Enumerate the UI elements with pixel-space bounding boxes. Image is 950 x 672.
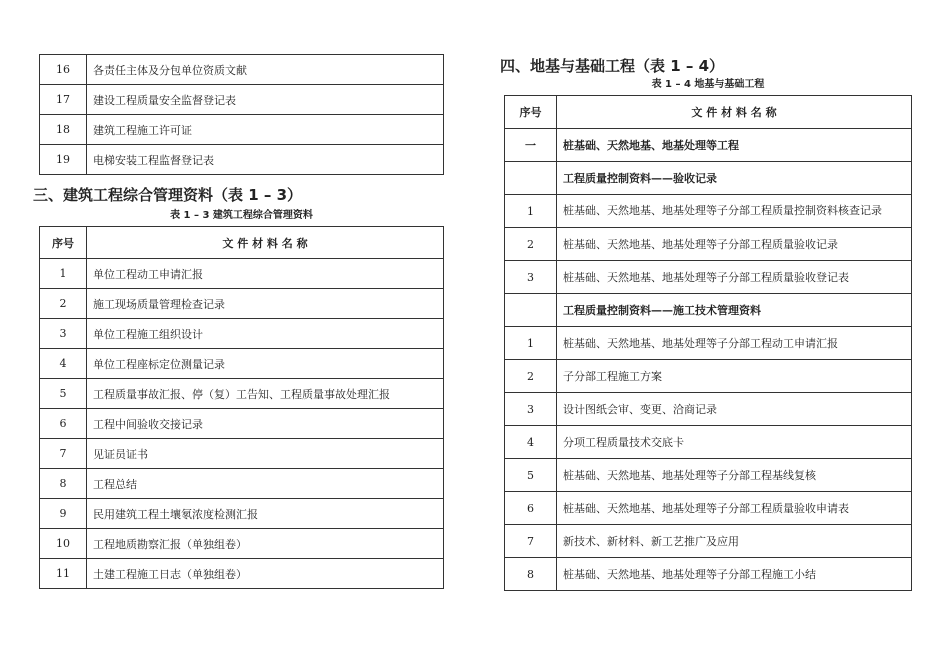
- row-name: 桩基础、天然地基、地基处理等子分部工程质量验收记录: [557, 228, 912, 261]
- table-row: [40, 55, 444, 85]
- row-number: 8: [505, 558, 557, 591]
- table-row: [505, 492, 912, 525]
- row-number: 9: [40, 499, 87, 529]
- table-row: [505, 261, 912, 294]
- table-row: [40, 349, 444, 379]
- row-number: 18: [40, 115, 87, 145]
- row-number: 7: [505, 525, 557, 558]
- row-number: 8: [40, 469, 87, 499]
- subsection-title: 工程质量控制资料——施工技术管理资料: [557, 294, 912, 327]
- row-number: 3: [505, 393, 557, 426]
- group-name: 桩基础、天然地基、地基处理等工程: [557, 129, 912, 162]
- row-name: 工程地质勘察汇报（单独组卷）: [87, 529, 444, 559]
- row-name: 建筑工程施工许可证: [87, 115, 444, 145]
- table-row: [505, 459, 912, 492]
- row-name: 建设工程质量安全监督登记表: [87, 85, 444, 115]
- row-number: 5: [505, 459, 557, 492]
- table-row: [40, 439, 444, 469]
- row-name: 桩基础、天然地基、地基处理等子分部工程质量验收登记表: [557, 261, 912, 294]
- table-row: [40, 319, 444, 349]
- table-row: [505, 195, 912, 228]
- table-row: [40, 559, 444, 589]
- row-name: 分项工程质量技术交底卡: [557, 426, 912, 459]
- row-name: 各责任主体及分包单位资质文献: [87, 55, 444, 85]
- table-row: [505, 360, 912, 393]
- row-name: 桩基础、天然地基、地基处理等子分部工程质量验收申请表: [557, 492, 912, 525]
- subsection-number-empty: [505, 294, 557, 327]
- row-number: 6: [505, 492, 557, 525]
- row-name: 工程中间验收交接记录: [87, 409, 444, 439]
- group-row: [505, 129, 912, 162]
- row-number: 2: [505, 228, 557, 261]
- row-number: 4: [505, 426, 557, 459]
- row-number: 16: [40, 55, 87, 85]
- row-number: 7: [40, 439, 87, 469]
- table-row: [40, 529, 444, 559]
- table-row: [40, 379, 444, 409]
- subsection-number-empty: [505, 162, 557, 195]
- table-row: [40, 85, 444, 115]
- row-name: 单位工程施工组织设计: [87, 319, 444, 349]
- table-row: [40, 115, 444, 145]
- row-number: 2: [505, 360, 557, 393]
- row-name: 桩基础、天然地基、地基处理等子分部工程质量控制资料核查记录: [557, 195, 912, 228]
- row-name: 施工现场质量管理检查记录: [87, 289, 444, 319]
- row-number: 10: [40, 529, 87, 559]
- row-name: 桩基础、天然地基、地基处理等子分部工程基线复核: [557, 459, 912, 492]
- table-row: [40, 409, 444, 439]
- row-name: 桩基础、天然地基、地基处理等子分部工程动工申请汇报: [557, 327, 912, 360]
- table-row: [40, 469, 444, 499]
- row-number: 3: [505, 261, 557, 294]
- row-name: 民用建筑工程土壤氡浓度检测汇报: [87, 499, 444, 529]
- row-number: 6: [40, 409, 87, 439]
- table-caption-1-3: 表 1 – 3 建筑工程综合管理资料: [170, 210, 313, 221]
- row-number: 1: [505, 327, 557, 360]
- table-row: [505, 393, 912, 426]
- subsection-row: [505, 162, 912, 195]
- row-name: 单位工程动工申请汇报: [87, 259, 444, 289]
- table-header-row: [40, 227, 444, 259]
- table-1-3: [39, 226, 444, 589]
- header-no: 序号: [40, 227, 87, 259]
- table-row: [40, 289, 444, 319]
- table-header-row: [505, 96, 912, 129]
- row-name: 电梯安装工程监督登记表: [87, 145, 444, 175]
- section-title-3: 三、建筑工程综合管理资料（表 1 – 3）: [33, 186, 303, 204]
- row-number: 1: [505, 195, 557, 228]
- table-row: [40, 259, 444, 289]
- table-caption-1-4: 表 1 – 4 地基与基础工程: [651, 79, 765, 90]
- row-number: 1: [40, 259, 87, 289]
- row-number: 4: [40, 349, 87, 379]
- group-number: 一: [505, 129, 557, 162]
- header-no: 序号: [505, 96, 557, 129]
- row-name: 设计图纸会审、变更、洽商记录: [557, 393, 912, 426]
- subsection-row: [505, 294, 912, 327]
- table-row: [505, 525, 912, 558]
- table-row: [40, 499, 444, 529]
- row-name: 子分部工程施工方案: [557, 360, 912, 393]
- row-number: 3: [40, 319, 87, 349]
- row-number: 19: [40, 145, 87, 175]
- header-name: 文 件 材 料 名 称: [87, 227, 444, 259]
- section-title-4: 四、地基与基础工程（表 1 – 4）: [500, 57, 725, 75]
- row-name: 见证员证书: [87, 439, 444, 469]
- row-number: 11: [40, 559, 87, 589]
- header-name: 文 件 材 料 名 称: [557, 96, 912, 129]
- row-name: 桩基础、天然地基、地基处理等子分部工程施工小结: [557, 558, 912, 591]
- row-number: 5: [40, 379, 87, 409]
- row-name: 新技术、新材料、新工艺推广及应用: [557, 525, 912, 558]
- row-number: 2: [40, 289, 87, 319]
- table-row: [505, 228, 912, 261]
- table-continued: [39, 54, 444, 175]
- table-row: [505, 327, 912, 360]
- table-1-4: [504, 95, 912, 591]
- row-name: 单位工程座标定位测量记录: [87, 349, 444, 379]
- row-name: 工程总结: [87, 469, 444, 499]
- table-row: [40, 145, 444, 175]
- subsection-title: 工程质量控制资料——验收记录: [557, 162, 912, 195]
- table-row: [505, 426, 912, 459]
- table-row: [505, 558, 912, 591]
- row-name: 工程质量事故汇报、停（复）工告知、工程质量事故处理汇报: [87, 379, 444, 409]
- row-number: 17: [40, 85, 87, 115]
- row-name: 土建工程施工日志（单独组卷）: [87, 559, 444, 589]
